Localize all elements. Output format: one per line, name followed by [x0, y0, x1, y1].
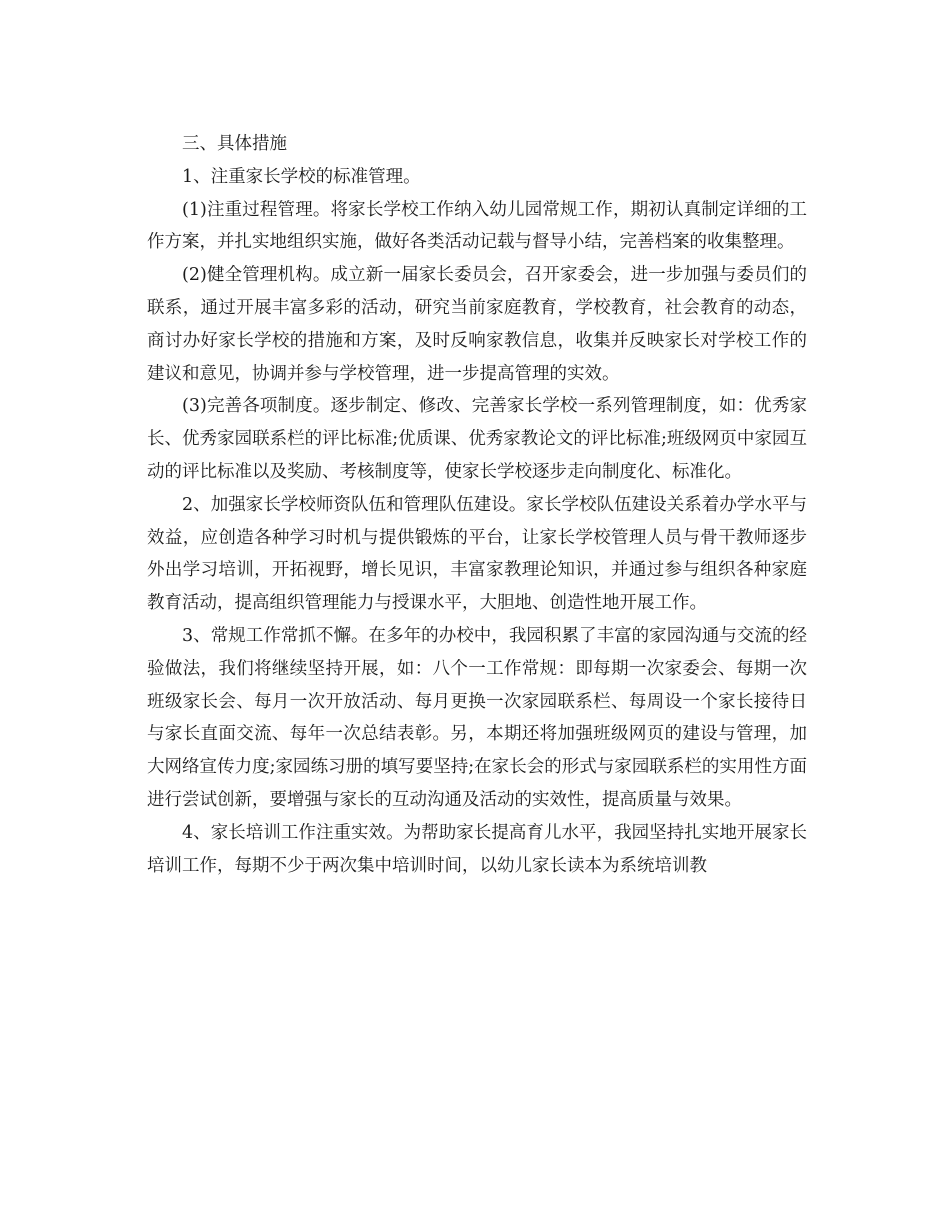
paragraph-process-management: (1)注重过程管理。将家长学校工作纳入幼儿园常规工作，期初认真制定详细的工作方案，并扎实地组织实施，做好各类活动记载与督导小结，完善档案的收集整理。 [147, 199, 807, 253]
section-heading: 三、具体措施 [182, 134, 287, 154]
paragraph-teacher-team: 2、加强家长学校师资队伍和管理队伍建设。家长学校队伍建设关系着办学水平与效益，应创造各种学习时机与提供锻炼的平台，让家长学校管理人员与骨干教师逐步外出学习培训，开拓视野，增长见识，丰富家教理论知识，并通过参与组织各种家庭教育活动，提高组织管理能力与授课水平，大胆地、创造性地开展工作。 [147, 494, 807, 614]
paragraph-systems: (3)完善各项制度。逐步制定、修改、完善家长学校一系列管理制度，如：优秀家长、优秀家园联系栏的评比标准;优质课、优秀家教论文的评比标准;班级网页中家园互动的评比标准以及奖励、考核制度等，使家长学校逐步走向制度化、标准化。 [147, 396, 807, 482]
subsection-heading: 1、注重家长学校的标准管理。 [182, 166, 421, 187]
document-body [147, 128, 807, 882]
paragraph-routine-work: 3、常规工作常抓不懈。在多年的办校中，我园积累了丰富的家园沟通与交流的经验做法，我们将继续坚持开展，如：八个一工作常规：即每期一次家委会、每期一次班级家长会、每月一次开放活动、每月更换一次家园联系栏、每周设一个家长接待日与家长直面交流、每年一次总结表彰。另，本期还将加强班级网页的建设与管理，加大网络宣传力度;家园练习册的填写要坚持;在家长会的形式与家园联系栏的实用性方面进行尝试创新，要增强与家长的互动沟通及活动的实效性，提高质量与效果。 [147, 625, 807, 810]
paragraph-management-structure: (2)健全管理机构。成立新一届家长委员会，召开家委会，进一步加强与委员们的联系，通过开展丰富多彩的活动，研究当前家庭教育，学校教育，社会教育的动态，商讨办好家长学校的措施和方案，及时反响家教信息，收集并反映家长对学校工作的建议和意见，协调并参与学校管理，进一步提高管理的实效。 [147, 265, 807, 384]
paragraph-parent-training: 4、家长培训工作注重实效。为帮助家长提高育儿水平，我园坚持扎实地开展家长培训工作，每期不少于两次集中培训时间，以幼儿家长读本为系统培训教 [147, 822, 807, 876]
